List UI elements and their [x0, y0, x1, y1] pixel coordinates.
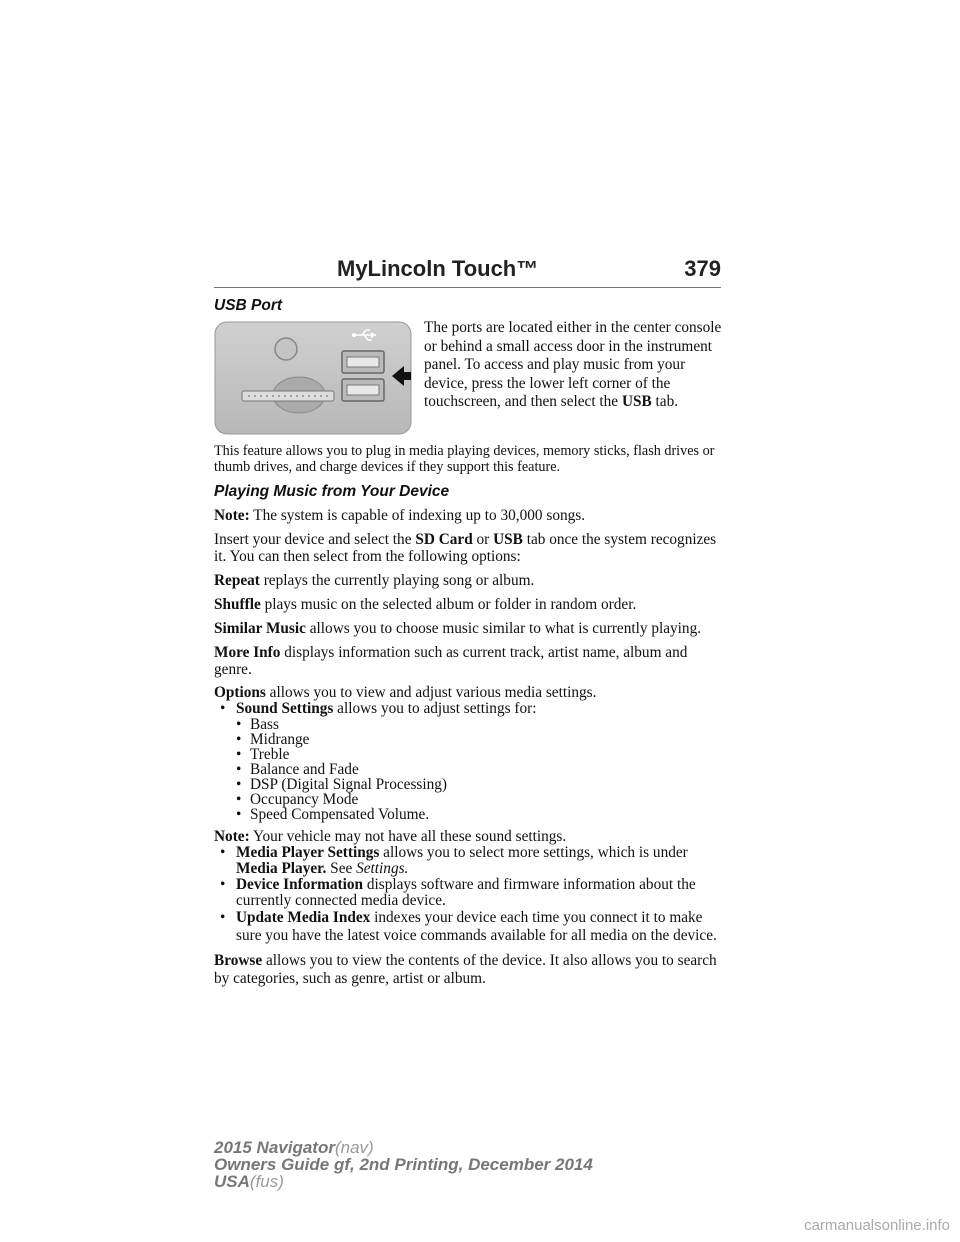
browse-text: allows you to view the contents of the device. It also allows you to search by categories, such as genre, artist or album. — [214, 952, 717, 987]
bullet-icon: • — [236, 746, 242, 763]
shuffle-paragraph — [214, 596, 722, 613]
watermark: carmanualsonline.info — [804, 1217, 950, 1234]
note-text: The system is capable of indexing up to 30,000 songs. — [249, 507, 586, 524]
bullet-icon: • — [236, 731, 242, 748]
list-item — [236, 747, 722, 762]
usb-intro-text: The ports are located either in the center console or behind a small access door in the instrument panel. To access and play music from your device, press the lower left corner of the touchscreen, and then select the — [424, 319, 722, 411]
page-footer — [214, 1139, 593, 1190]
bullet-icon: • — [236, 716, 242, 733]
browse-paragraph — [214, 952, 722, 988]
page-header-title: MyLincoln Touch™ — [337, 256, 539, 281]
sound-item-text: DSP (Digital Signal Processing) — [250, 776, 448, 793]
usb-intro-end: tab. — [651, 393, 679, 411]
sound-settings-text: allows you to adjust settings for: — [333, 700, 537, 717]
bullet-icon: • — [220, 876, 226, 893]
note-indexing — [214, 507, 722, 524]
usb-port-panel-icon — [214, 321, 412, 435]
options-list — [214, 701, 722, 822]
bullet-icon: • — [236, 806, 242, 823]
usb-port-heading: USB Port — [214, 297, 283, 314]
sound-item-text: Balance and Fade — [250, 761, 359, 778]
bullet-icon: • — [220, 700, 226, 717]
bullet-icon: • — [220, 844, 226, 861]
options-text: allows you to view and adjust various media settings. — [265, 684, 597, 701]
repeat-text: replays the currently playing song or album. — [259, 572, 535, 589]
usb-port-illustration — [214, 321, 412, 435]
list-item-sound-settings — [214, 701, 722, 822]
list-item — [236, 762, 722, 777]
list-item — [236, 732, 722, 747]
insert-text-1: Insert your device and select the — [214, 531, 416, 548]
update-media-index-label: Update Media Index — [236, 909, 371, 926]
browse-label: Browse — [214, 952, 263, 969]
more-info-text: displays information such as current track, artist name, album and genre. — [214, 644, 688, 678]
sound-item-text: Bass — [250, 716, 279, 733]
see-text: See — [326, 860, 357, 877]
usb-label: USB — [493, 531, 523, 548]
usb-port-block — [214, 321, 722, 435]
playing-music-heading: Playing Music from Your Device — [214, 483, 450, 500]
bullet-icon: • — [236, 761, 242, 778]
list-item — [236, 717, 722, 732]
bullet-icon: • — [236, 791, 242, 808]
list-item — [236, 807, 722, 822]
sound-item-text: Speed Compensated Volume. — [250, 806, 430, 823]
shuffle-label: Shuffle — [214, 596, 261, 613]
list-item-device-information — [214, 877, 722, 909]
bullet-icon: • — [236, 776, 242, 793]
usb-tab-label: USB — [621, 393, 652, 411]
sound-settings-sublist — [236, 717, 722, 822]
list-item-media-player-settings — [214, 845, 722, 877]
options-paragraph — [214, 685, 722, 701]
options-label: Options — [214, 684, 266, 701]
footer-market: USA — [214, 1172, 250, 1191]
update-media-index-text: indexes your device each time you connect it to make sure you have the latest voice commands available for all media on the device. — [236, 909, 717, 944]
media-player-settings-label: Media Player Settings — [236, 844, 380, 861]
list-item — [236, 777, 722, 792]
header-rule — [214, 287, 721, 288]
footer-model: 2015 Navigator — [214, 1138, 335, 1157]
usb-port-description — [424, 319, 722, 412]
similar-music-text: allows you to choose music similar to what is currently playing. — [305, 620, 702, 637]
media-player-label: Media Player. — [236, 860, 327, 877]
options-list-continued — [214, 845, 722, 945]
note-text: Your vehicle may not have all these sound settings. — [249, 828, 567, 845]
footer-line-1 — [214, 1139, 593, 1156]
shuffle-text: plays music on the selected album or folder in random order. — [260, 596, 637, 613]
insert-or: or — [472, 531, 494, 548]
similar-music-paragraph — [214, 620, 722, 637]
insert-device-paragraph — [214, 531, 722, 565]
bullet-icon: • — [220, 909, 226, 926]
sound-item-text: Midrange — [250, 731, 310, 748]
more-info-paragraph — [214, 644, 722, 678]
footer-model-code: (nav) — [334, 1138, 374, 1157]
device-information-label: Device Information — [236, 876, 364, 893]
device-information-text: displays software and firmware information about the currently connected media device. — [236, 876, 696, 909]
settings-reference-link[interactable]: Settings. — [356, 860, 409, 877]
list-item — [236, 792, 722, 807]
footer-market-code: (fus) — [249, 1172, 284, 1191]
sd-card-label: SD Card — [415, 531, 473, 548]
list-item-update-media-index — [214, 909, 722, 945]
sound-item-text: Occupancy Mode — [250, 791, 359, 808]
page-content — [214, 296, 722, 995]
similar-music-label: Similar Music — [214, 620, 306, 637]
repeat-label: Repeat — [214, 572, 260, 589]
repeat-paragraph — [214, 572, 722, 589]
sound-item-text: Treble — [250, 746, 290, 763]
sound-settings-label: Sound Settings — [236, 700, 334, 717]
feature-paragraph: This feature allows you to plug in media playing devices, memory sticks, flash drives or thumb drives, and charge devices if they support this feature. — [214, 443, 715, 475]
footer-line-2: Owners Guide gf, 2nd Printing, December 2014 — [214, 1155, 593, 1174]
note-label: Note: — [214, 507, 250, 524]
media-player-settings-text: allows you to select more settings, which is under — [379, 844, 688, 861]
page-number: 379 — [684, 256, 721, 281]
more-info-label: More Info — [214, 644, 281, 661]
note-label: Note: — [214, 828, 250, 845]
note-sound-settings — [214, 829, 722, 845]
insert-text-2: tab once the system recognizes it. You can then select from the following options: — [214, 531, 717, 565]
footer-line-3 — [214, 1173, 593, 1190]
